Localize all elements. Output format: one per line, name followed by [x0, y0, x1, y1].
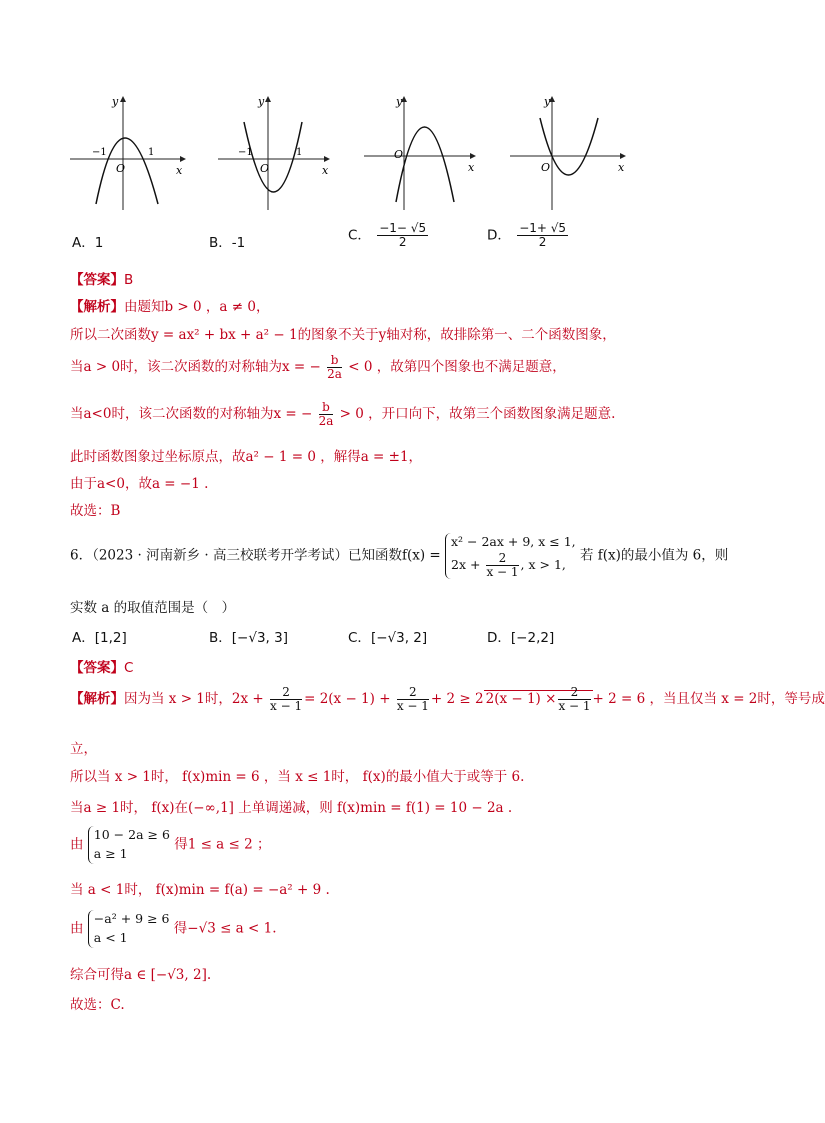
origin-label: O	[260, 162, 270, 175]
piecewise-function	[445, 533, 576, 579]
system-row: a < 1	[93, 929, 128, 945]
answer-value: B	[124, 272, 134, 288]
piece-text: , x > 1,	[520, 556, 566, 572]
option-letter: A．	[72, 235, 95, 251]
option-letter: B．	[209, 235, 232, 251]
q6-option-a	[72, 626, 127, 646]
option-value: [−2,2]	[510, 630, 555, 646]
analysis-text: 得−√3 ≤ a < 1.	[173, 920, 277, 937]
q5-analysis-line-5: 此时函数图象过坐标原点，故a² − 1 = 0 ，解得a = ±1，	[70, 449, 423, 465]
graph-d	[508, 92, 632, 212]
graph-b	[216, 92, 336, 212]
piece-1: x² − 2ax + 9, x ≤ 1,	[451, 534, 576, 549]
origin-label: O	[394, 148, 404, 161]
graph-a	[68, 92, 188, 212]
q5-analysis-line-2: 所以二次函数y = ax² + bx + a² − 1的图象不关于y轴对称，故排除第一、二个函数图象，	[70, 327, 616, 343]
q5-analysis-line-3	[70, 354, 566, 381]
analysis-text: + 2 = 6 ，当且仅当 x = 2时，等号成	[592, 691, 825, 708]
option-letter: C．	[348, 630, 371, 646]
analysis-text: 因为当 x > 1时，2x +	[124, 691, 264, 708]
q6-analysis-line-1	[70, 686, 825, 713]
q5-option-a	[72, 231, 103, 251]
analysis-text: 由题知b > 0 ，a ≠ 0，	[124, 299, 270, 315]
fraction-numerator: 2	[558, 686, 590, 700]
fraction-numerator: 2	[270, 686, 302, 700]
fraction-denominator: 2	[538, 235, 547, 250]
fraction-denominator: x − 1	[486, 564, 519, 579]
analysis-tag: 【解析】	[70, 691, 124, 708]
analysis-text: > 0 ，开口向下，故第三个函数图象满足题意.	[339, 406, 616, 423]
x-axis-label: x	[468, 161, 475, 174]
option-value: 1	[94, 235, 104, 251]
q6-stem-line-2: 实数 a 的取值范围是（ ）	[70, 600, 236, 616]
option-value: [−√3, 3]	[231, 630, 288, 646]
origin-label: O	[541, 161, 551, 174]
q6-option-d	[487, 626, 554, 646]
tick-label: −1	[238, 147, 253, 158]
fraction-denominator: x − 1	[270, 699, 303, 714]
q5-choose: 故选：B	[70, 503, 121, 519]
q6-option-c	[348, 626, 427, 646]
q6-analysis-line-7: 综合可得a ∈ [−√3, 2].	[70, 967, 212, 983]
q6-analysis-line-5: 当 a < 1时， f(x)min = f(a) = −a² + 9 .	[70, 882, 330, 898]
q6-answer	[70, 656, 133, 676]
analysis-tag: 【解析】	[70, 299, 124, 315]
y-axis-label: y	[544, 95, 551, 108]
analysis-text: 由	[70, 920, 84, 937]
option-value: [1,2]	[94, 630, 127, 646]
sqrt-inner: 2(x − 1) ×	[485, 691, 557, 708]
q6-analysis-line-6	[70, 910, 277, 948]
question-text: 6．（2023 · 河南新乡 · 高三校联考开学考试）已知函数f(x) =	[70, 547, 441, 564]
analysis-text: + 2 ≥ 2	[430, 691, 484, 708]
fraction-denominator: x − 1	[558, 699, 591, 714]
analysis-text: = 2(x − 1) +	[304, 691, 391, 708]
tick-label: 1	[148, 147, 155, 158]
x-axis-label: x	[618, 161, 625, 174]
y-axis-label: y	[396, 95, 403, 108]
fraction-denominator: 2a	[327, 367, 342, 382]
q5-option-c	[348, 222, 430, 249]
origin-label: O	[116, 162, 126, 175]
piece-text: 2x +	[451, 556, 481, 572]
q6-analysis-line-4	[70, 826, 271, 864]
fraction-numerator: −1− √5	[379, 221, 427, 235]
tick-label: 1	[296, 147, 303, 158]
inequality-system	[88, 910, 170, 948]
system-row: a ≥ 1	[93, 845, 128, 861]
q5-option-d	[487, 222, 570, 249]
q6-analysis-line-2: 所以当 x > 1时， f(x)min = 6 ，当 x ≤ 1时， f(x)的最小值大于或等于 6.	[70, 769, 525, 785]
q5-analysis-line-4	[70, 401, 615, 428]
q6-analysis-line-3: 当a ≥ 1时， f(x)在(−∞,1] 上单调递减，则 f(x)min = f(1) = 10 − 2a .	[70, 800, 513, 816]
option-letter: A．	[72, 630, 95, 646]
sqrt-expression	[484, 685, 593, 714]
piece-2	[451, 552, 576, 579]
analysis-text: 由	[70, 836, 84, 853]
option-value: [−√3, 2]	[370, 630, 428, 646]
analysis-text: 当a > 0时，该二次函数的对称轴为x = −	[70, 359, 321, 376]
q6-analysis-line-1-end: 立，	[70, 741, 97, 757]
q5-analysis-line-1	[70, 295, 269, 315]
y-axis-label: y	[112, 95, 119, 108]
fraction-numerator: 2	[397, 686, 429, 700]
answer-value: C	[124, 660, 134, 676]
answer-tag: 【答案】	[70, 660, 124, 676]
x-axis-label: x	[322, 164, 329, 177]
fraction-denominator: 2a	[318, 414, 334, 429]
option-letter: D．	[487, 630, 511, 646]
fraction-numerator: b	[319, 401, 334, 415]
question-text: 若 f(x)的最小值为 6，则	[579, 547, 729, 564]
system-row: −a² + 9 ≥ 6	[93, 911, 170, 926]
option-value: -1	[231, 235, 246, 251]
q5-analysis-line-6: 由于a<0，故a = −1 .	[70, 476, 209, 492]
q6-choose: 故选：C.	[70, 997, 125, 1013]
inequality-system	[88, 826, 170, 864]
tick-label: −1	[92, 147, 107, 158]
analysis-text: 当a<0时，该二次函数的对称轴为x = −	[70, 406, 313, 423]
fraction-numerator: −1+ √5	[519, 221, 567, 235]
y-axis-label: y	[258, 95, 265, 108]
option-letter: C．	[348, 227, 371, 244]
option-letter: D．	[487, 227, 511, 244]
option-letter: B．	[209, 630, 232, 646]
answer-tag: 【答案】	[70, 272, 124, 288]
x-axis-label: x	[176, 164, 183, 177]
q6-option-b	[209, 626, 288, 646]
fraction-denominator: x − 1	[396, 699, 429, 714]
graph-c	[362, 92, 482, 212]
analysis-text: 得1 ≤ a ≤ 2 ；	[174, 836, 271, 853]
analysis-text: < 0 ，故第四个图象也不满足题意，	[348, 359, 566, 376]
fraction-denominator: 2	[398, 235, 407, 250]
fraction-numerator: 2	[486, 552, 518, 566]
q5-option-b	[209, 231, 245, 251]
q5-answer	[70, 268, 133, 288]
fraction-numerator: b	[327, 354, 342, 368]
system-row: 10 − 2a ≥ 6	[93, 827, 170, 842]
q6-stem	[70, 533, 728, 579]
